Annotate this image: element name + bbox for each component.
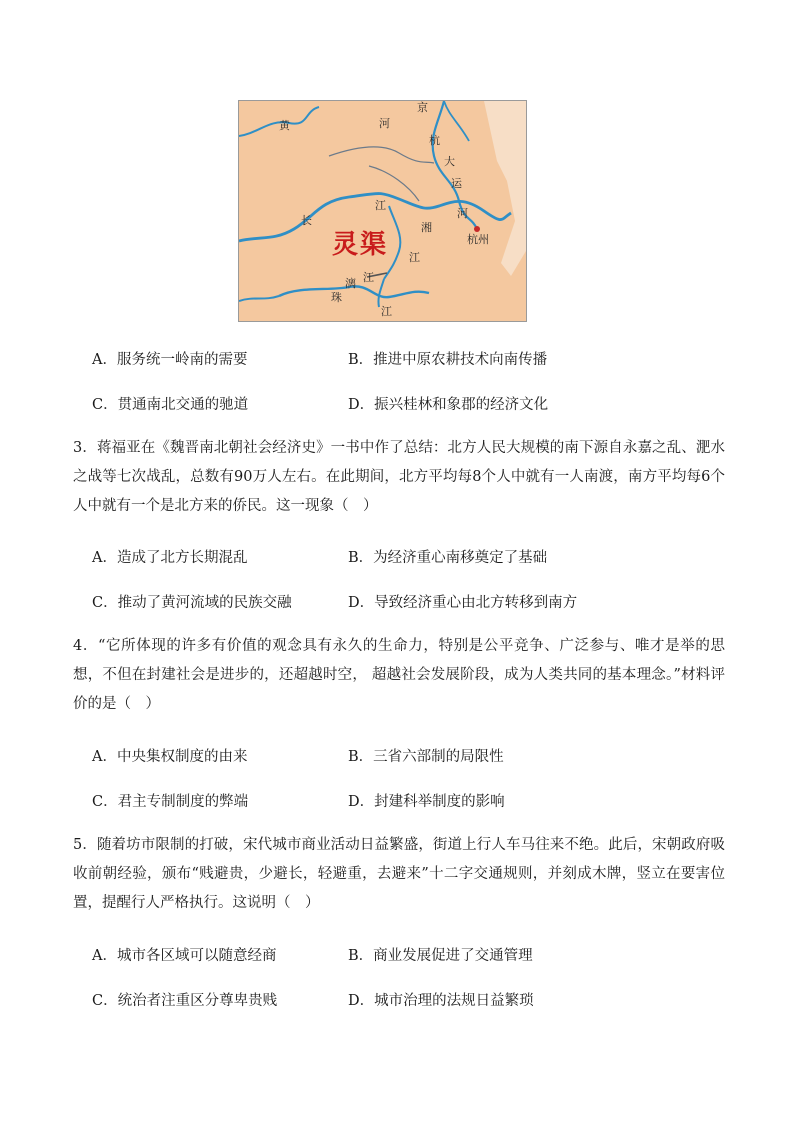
label-he1: 河	[379, 117, 390, 130]
q5-options-row2	[92, 989, 732, 1013]
q2-options-row1	[92, 348, 732, 372]
label-jiang2: 江	[409, 251, 420, 264]
lingqu-map	[238, 100, 527, 322]
label-huang: 黄	[279, 119, 290, 132]
q2-option-a[interactable]: A．服务统一岭南的需要	[92, 352, 248, 368]
q3-stem: 3．蒋福亚在《魏晋南北朝社会经济史》一书中作了总结：北方人民大规模的南下源自永嘉之乱、淝水之战等七次战乱，总数有90万人左右。在此期间，北方平均每8个人中就有一人南渡，南方平均每6个人中就有一个是北方来的侨民。这一现象（ ）	[73, 440, 725, 514]
label-chang: 长	[301, 214, 312, 227]
q4-option-d[interactable]: D．封建科举制度的影响	[348, 794, 505, 810]
q4-option-c[interactable]: C．君主专制制度的弊端	[92, 794, 249, 810]
q3-option-a[interactable]: A．造成了北方长期混乱	[92, 550, 248, 566]
label-hang: 杭	[429, 134, 440, 147]
label-da: 大	[444, 155, 455, 168]
q4-options-row2	[92, 790, 732, 814]
q5-option-b[interactable]: B．商业发展促进了交通管理	[348, 948, 533, 964]
q4-option-a[interactable]: A．中央集权制度的由来	[92, 749, 248, 765]
q2-option-c[interactable]: C．贯通南北交通的驰道	[92, 397, 249, 413]
q3-option-d[interactable]: D．导致经济重心由北方转移到南方	[348, 595, 578, 611]
label-li: 漓	[345, 277, 356, 290]
q3-options-row1	[92, 546, 732, 570]
label-he2: 河	[457, 207, 468, 220]
label-jing: 京	[417, 101, 428, 114]
q4-options-row1	[92, 745, 732, 769]
hangzhou-dot	[474, 226, 480, 232]
q5-options-row1	[92, 944, 732, 968]
q2-options-row2	[92, 393, 732, 417]
q5-option-d[interactable]: D．城市治理的法规日益繁琐	[348, 993, 534, 1009]
label-yun: 运	[451, 177, 462, 190]
q3-option-c[interactable]: C．推动了黄河流域的民族交融	[92, 595, 292, 611]
q2-option-b[interactable]: B．推进中原农耕技术向南传播	[348, 352, 548, 368]
label-jiang1: 江	[375, 199, 386, 212]
label-hangzhou: 杭州	[467, 233, 489, 246]
q5-option-a[interactable]: A．城市各区域可以随意经商	[92, 948, 277, 964]
q4-option-b[interactable]: B．三省六部制的局限性	[348, 749, 504, 765]
map-title-lingqu: 灵渠	[332, 230, 389, 260]
q5-option-c[interactable]: C．统治者注重区分尊卑贵贱	[92, 993, 278, 1009]
map-svg	[239, 101, 526, 321]
label-jiang3: 江	[363, 271, 374, 284]
q4-stem: 4．“它所体现的许多有价值的观念具有永久的生命力，特别是公平竞争、广泛参与、唯才是举的思想，不但在封建社会是进步的，还超越时空， 超越社会发展阶段，成为人类共同的基本理念。”材料评价的是（ ）	[73, 638, 725, 712]
label-xiang: 湘	[421, 221, 432, 234]
label-jiang4: 江	[381, 305, 392, 318]
q5-stem: 5．随着坊市限制的打破，宋代城市商业活动日益繁盛，街道上行人车马往来不绝。此后，宋朝政府吸收前朝经验，颁布“贱避贵，少避长，轻避重，去避来”十二字交通规则，并刻成木牌，竖立在要害位置，提醒行人严格执行。这说明（ ）	[73, 837, 725, 911]
label-zhu: 珠	[331, 291, 342, 304]
q3-options-row2	[92, 591, 732, 615]
q2-option-d[interactable]: D．振兴桂林和象郡的经济文化	[348, 397, 549, 413]
q3-option-b[interactable]: B．为经济重心南移奠定了基础	[348, 550, 548, 566]
